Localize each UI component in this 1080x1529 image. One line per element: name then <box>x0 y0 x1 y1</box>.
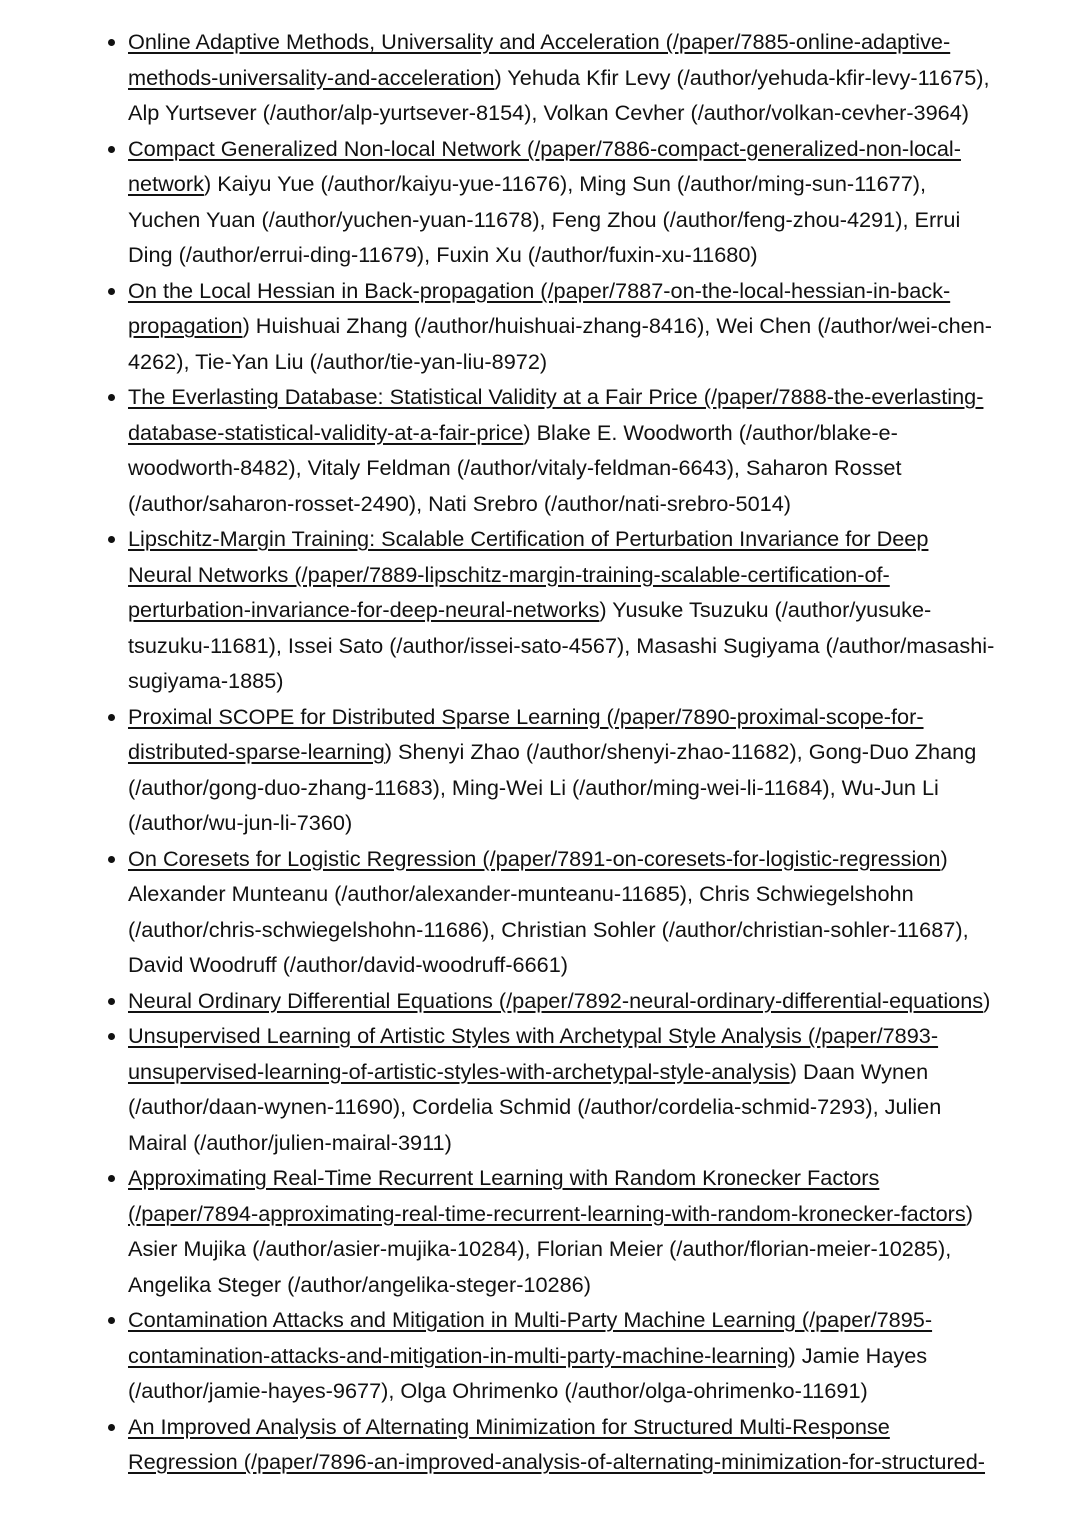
paper-authors-text: ) Blake E. Woodworth (/author/blake-e-woodworth-8482), Vitaly Feldman (/author/vitaly-feldman-6643), Saharon Rosset (/author/saharon-rosset-2490), Nati Srebro (/author/nati-srebro-5014) <box>128 419 902 516</box>
paper-title-link[interactable]: On Coresets for Logistic Regression (/paper/7891-on-coresets-for-logistic-regression <box>128 845 941 871</box>
paper-title-link[interactable]: Contamination Attacks and Mitigation in Multi-Party Machine Learning (/paper/7895-contamination-attacks-and-mitigation-in-multi-party-machine-learning <box>128 1307 933 1368</box>
paper-authors-text: ) Asier Mujika (/author/asier-mujika-10284), Florian Meier (/author/florian-meier-10285), Angelika Steger (/author/angelika-steger-10286) <box>128 1200 973 1297</box>
paper-authors-text: ) Shenyi Zhao (/author/shenyi-zhao-11682), Gong-Duo Zhang (/author/gong-duo-zhang-11683), Ming-Wei Li (/author/ming-wei-li-11684), Wu-Jun Li (/author/wu-jun-li-7360) <box>128 739 977 835</box>
paper-title-link[interactable]: The Everlasting Database: Statistical Validity at a Fair Price (/paper/7888-the-everlasting-database-statistical-validity-at-a-fair-price <box>128 384 984 445</box>
paper-list-item <box>128 1302 996 1409</box>
paper-list-item <box>128 841 996 983</box>
paper-list-item <box>128 24 996 131</box>
paper-list-item <box>128 1018 996 1160</box>
paper-title-link[interactable]: Lipschitz-Margin Training: Scalable Certification of Perturbation Invariance for Deep Neural Networks (/paper/7889-lipschitz-margin-training-scalable-certification-of-perturbation-invariance-for-deep-neural-networks <box>128 526 929 622</box>
paper-title-link[interactable]: Approximating Real-Time Recurrent Learning with Random Kronecker Factors (/paper/7894-approximating-real-time-recurrent-learning-with-random-kronecker-factors <box>128 1165 966 1226</box>
paper-authors-text: ) Yehuda Kfir Levy (/author/yehuda-kfir-levy-11675), Alp Yurtsever (/author/alp-yurtsever-8154), Volkan Cevher (/author/volkan-cevher-3964) <box>128 64 990 125</box>
paper-list-item <box>128 983 996 1019</box>
paper-title-link[interactable]: On the Local Hessian in Back-propagation (/paper/7887-on-the-local-hessian-in-back-propagation <box>128 277 951 338</box>
paper-authors-text: ) Alexander Munteanu (/author/alexander-munteanu-11685), Chris Schwiegelshohn (/author/chris-schwiegelshohn-11686), Christian Sohler (/author/christian-sohler-11687), David Woodruff (/author/david-woodruff-6661) <box>128 845 969 977</box>
paper-authors-text: ) Kaiyu Yue (/author/kaiyu-yue-11676), Ming Sun (/author/ming-sun-11677), Yuchen Yuan (/author/yuchen-yuan-11678), Feng Zhou (/author/feng-zhou-4291), Errui Ding (/author/errui-ding-11679), Fuxin Xu (/author/fuxin-xu-11680) <box>128 171 961 267</box>
paper-authors-text: ) Jamie Hayes (/author/jamie-hayes-9677), Olga Ohrimenko (/author/olga-ohrimenko-11691) <box>128 1342 928 1403</box>
paper-list-item <box>128 699 996 841</box>
paper-authors-text: ) Daan Wynen (/author/daan-wynen-11690), Cordelia Schmid (/author/cordelia-schmid-7293), Julien Mairal (/author/julien-mairal-3911) <box>128 1058 942 1155</box>
paper-title-link[interactable]: Neural Ordinary Differential Equations (/paper/7892-neural-ordinary-differential-equations <box>128 987 984 1013</box>
paper-list-item <box>128 1409 996 1480</box>
paper-list-item <box>128 273 996 380</box>
paper-list-item <box>128 1160 996 1302</box>
paper-list-item <box>128 379 996 521</box>
paper-title-link[interactable]: Unsupervised Learning of Artistic Styles with Archetypal Style Analysis (/paper/7893-unsupervised-learning-of-artistic-styles-with-archetypal-style-analysis <box>128 1023 939 1084</box>
paper-list <box>88 24 996 1480</box>
paper-list-item <box>128 131 996 273</box>
paper-title-link[interactable]: An Improved Analysis of Alternating Minimization for Structured Multi-Response Regression (/paper/7896-an-improved-analysis-of-alternating-minimization-for-structured- <box>128 1413 986 1474</box>
paper-title-link[interactable]: Compact Generalized Non-local Network (/paper/7886-compact-generalized-non-local-network <box>128 135 961 196</box>
paper-title-link[interactable]: Proximal SCOPE for Distributed Sparse Learning (/paper/7890-proximal-scope-for-distributed-sparse-learning <box>128 703 924 764</box>
paper-list-item <box>128 521 996 699</box>
paper-authors-text: ) Huishuai Zhang (/author/huishuai-zhang-8416), Wei Chen (/author/wei-chen-4262), Tie-Yan Liu (/author/tie-yan-liu-8972) <box>128 313 992 374</box>
paper-title-link[interactable]: Online Adaptive Methods, Universality and Acceleration (/paper/7885-online-adaptive-methods-universality-and-acceleration <box>128 29 951 90</box>
paper-authors-text: ) <box>983 987 991 1013</box>
paper-authors-text: ) Yusuke Tsuzuku (/author/yusuke-tsuzuku-11681), Issei Sato (/author/issei-sato-4567), Masashi Sugiyama (/author/masashi-sugiyama-1885) <box>128 597 995 693</box>
